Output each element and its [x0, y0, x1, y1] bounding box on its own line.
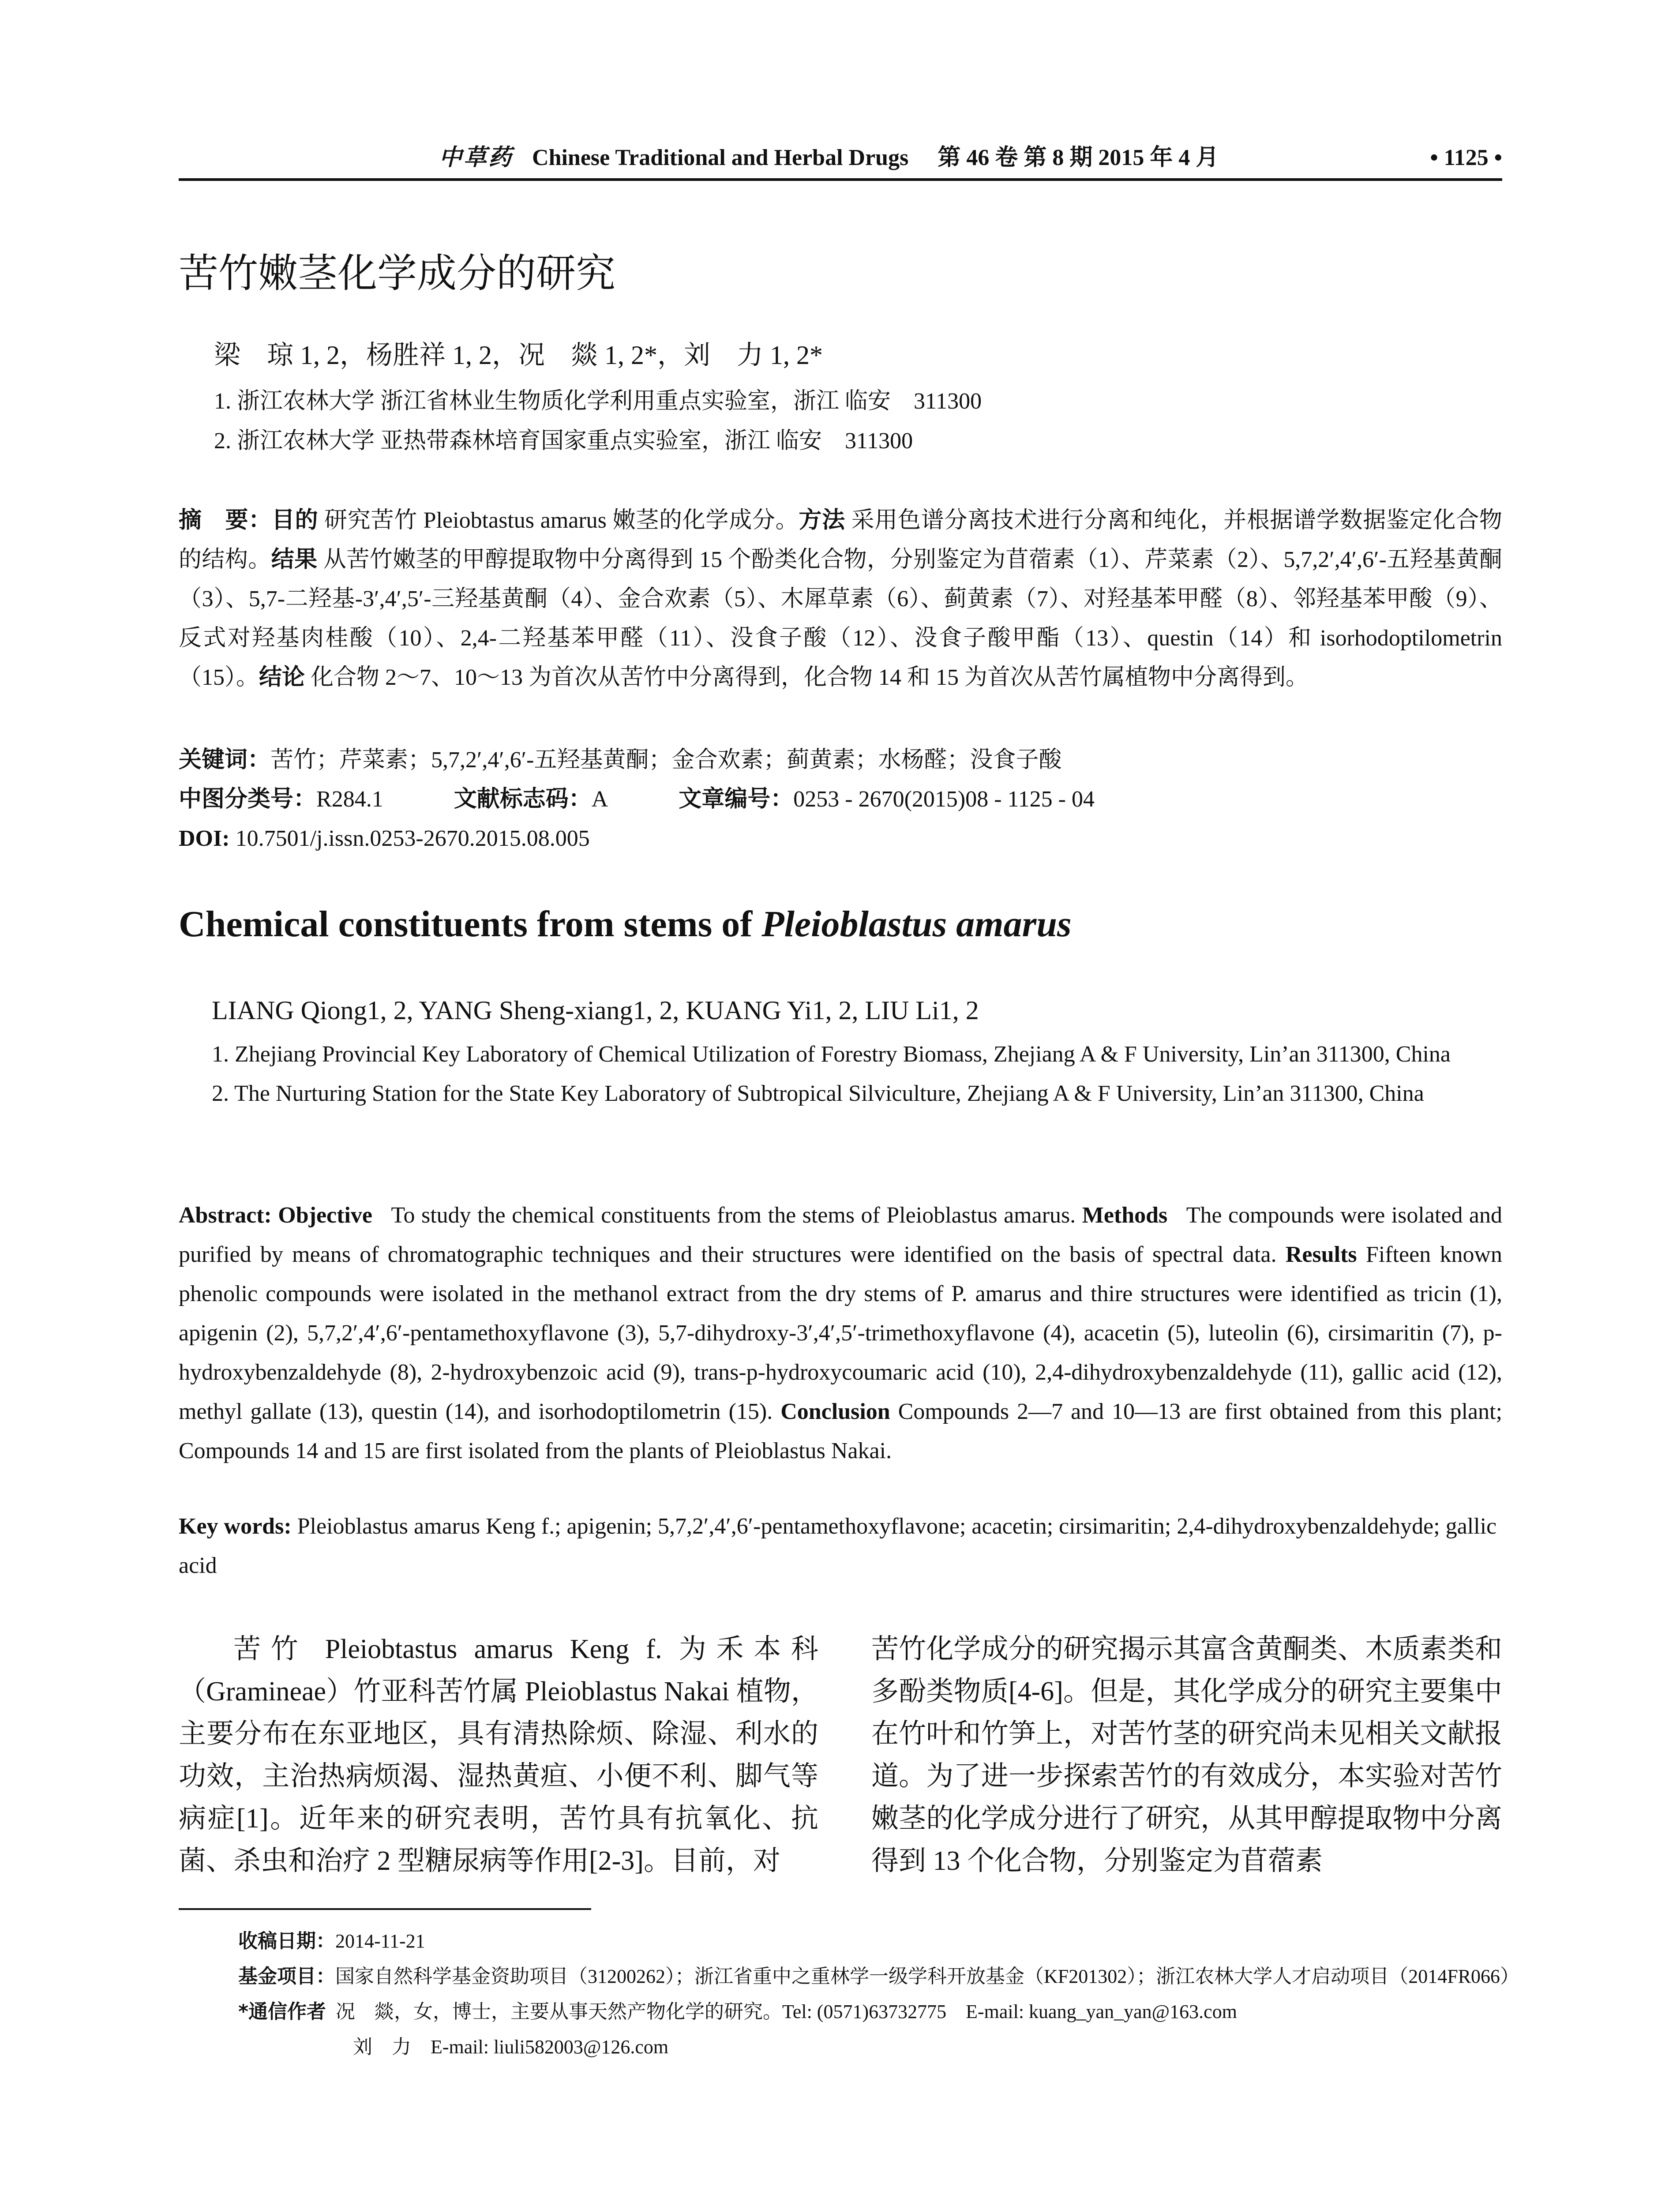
- en-keywords-label: Key words:: [179, 1514, 292, 1539]
- doi: [179, 819, 590, 858]
- en-abstract: [179, 1196, 1502, 1471]
- en-abstract-label: Abstract: Objective: [179, 1203, 372, 1228]
- doi-value: 10.7501/j.issn.0253-2670.2015.08.005: [235, 826, 590, 851]
- footnote-corresponding: [238, 1994, 1237, 2030]
- cn-conclusion: 化合物 2～7、10～13 为首次从苦竹中分离得到，化合物 14 和 15 为首次从苦竹属植物中分离得到。: [311, 665, 1309, 690]
- header-rule: [179, 178, 1502, 181]
- article-no-value: 0253 - 2670(2015)08 - 1125 - 04: [793, 787, 1095, 812]
- cn-results: 从苦竹嫩茎的甲醇提取物中分离得到 15 个酚类化合物，分别鉴定为苜蓿素（1）、芹菜素（2）、5,7,2′,4′,6′-五羟基黄酮（3）、5,7-二羟基-3′,4′,5′-三羟基黄酮（4）、金合欢素（5）、木犀草素（6）、蓟黄素（7）、对羟基苯甲醛（8）、邻羟基苯甲酸（9）、反式对羟基肉桂酸（10）、2,4-二羟基苯甲醛（11）、没食子酸（12）、没食子酸甲酯（13）、questin（14）和 isorhodoptilometrin（15）。: [179, 547, 1502, 690]
- journal-logo: 中草药: [439, 145, 514, 170]
- en-keywords-text: Pleioblastus amarus Keng f.; apigenin; 5,7,2′,4′,6′-pentamethoxyflavone; acacetin; cirsimaritin; 2,4-dihydroxybenzaldehyde; gallic acid: [179, 1514, 1497, 1578]
- cn-methods-label: 方法: [799, 507, 845, 533]
- cn-objective-label: 目的: [271, 507, 319, 533]
- cn-methods: 采用色谱分离技术进行分离和纯化，并根据谱学数据鉴定化合物的结构。: [179, 508, 1503, 572]
- en-methods: The compounds were isolated and purified by means of chromatographic techniques and their structures were identified on the basis of spectral data.: [179, 1203, 1503, 1267]
- cn-affiliation-1: 1. 浙江农林大学 浙江省林业生物质化学利用重点实验室，浙江 临安 311300: [214, 389, 982, 414]
- cn-classification: [179, 780, 1502, 819]
- fund-text: 国家自然科学基金资助项目（31200262）；浙江省重中之重林学一级学科开放基金（KF201302）；浙江农林大学人才启动项目（2014FR066）: [335, 1966, 1520, 1987]
- en-affiliation-2: 2. The Nurturing Station for the State Key Laboratory of Subtropical Silviculture, Zhejiang A & F University, Lin’an 311300, China: [212, 1081, 1424, 1106]
- corresponding-label: *通信作者: [238, 2000, 326, 2023]
- cn-keywords-label: 关键词：: [179, 747, 271, 773]
- cn-results-label: 结果: [271, 546, 318, 573]
- doi-label: DOI:: [179, 826, 230, 851]
- footnote-second-author: 刘 力 E-mail: liuli582003@126.com: [353, 2036, 669, 2058]
- fund-label: 基金项目：: [238, 1965, 335, 1988]
- article-no-label: 文章编号：: [679, 786, 794, 812]
- received-date: 2014-11-21: [335, 1930, 425, 1952]
- en-conclusion: Compounds 2—7 and 10—13 are first obtained from this plant; Compounds 14 and 15 are first isolated from the plants of Pleioblastus Nakai.: [179, 1399, 1503, 1463]
- doc-code-value: A: [591, 787, 608, 812]
- footnote-rule: [179, 1908, 591, 1910]
- received-label: 收稿日期：: [238, 1930, 335, 1952]
- journal-header: [439, 140, 1219, 176]
- issue-info: 第 46 卷 第 8 期 2015 年 4 月: [938, 145, 1219, 170]
- clc-value: R284.1: [316, 787, 383, 812]
- en-title-species: Pleioblastus amarus: [761, 904, 1072, 945]
- corresponding-text: 况 燚，女，博士，主要从事天然产物化学的研究。Tel: (0571)63732775 E-mail: kuang_yan_yan@163.com: [336, 2001, 1237, 2022]
- en-affiliations: [212, 1035, 1502, 1113]
- cn-keywords: [179, 740, 1502, 780]
- cn-affiliation-2: 2. 浙江农林大学 亚热带森林培育国家重点实验室，浙江 临安 311300: [214, 428, 913, 454]
- cn-abstract-label: 摘 要：: [179, 507, 272, 533]
- en-keywords: [179, 1507, 1502, 1585]
- en-title-main: Chemical constituents from stems of: [179, 904, 762, 945]
- en-results-label: Results: [1285, 1242, 1357, 1267]
- cn-keywords-text: 苦竹；芹菜素；5,7,2′,4′,6′-五羟基黄酮；金合欢素；蓟黄素；水杨醛；没食子酸: [270, 747, 1062, 773]
- en-title: [179, 900, 1072, 949]
- page-number: • 1125 •: [1430, 145, 1502, 170]
- en-results: Fifteen known phenolic compounds were isolated in the methanol extract from the dry stems of P. amarus and thire structures were identified as tricin (1), apigenin (2), 5,7,2′,4′,6′-pentamethoxyflavone (3), 5,7-dihydroxy-3′,4′,5′-trimethoxyflavone (4), acacetin (5), luteolin (6), cirsimaritin (7), p-hydroxybenzaldehyde (8), 2-hydroxybenzoic acid (9), trans-p-hydroxycoumaric acid (10), 2,4-dihydroxybenzaldehyde (11), gallic acid (12), methyl gallate (13), questin (14), and isorhodoptilometrin (15).: [179, 1242, 1503, 1424]
- cn-conclusion-label: 结论: [259, 664, 305, 690]
- en-authors: LIANG Qiong1, 2, YANG Sheng-xiang1, 2, KUANG Yi1, 2, LIU Li1, 2: [212, 996, 979, 1025]
- en-methods-label: Methods: [1082, 1203, 1168, 1228]
- en-affiliation-1: 1. Zhejiang Provincial Key Laboratory of Chemical Utilization of Forestry Biomass, Zhejiang A & F University, Lin’an 311300, China: [212, 1042, 1451, 1067]
- body-column-left: 苦竹 Pleiobtastus amarus Keng f. 为禾本科（Gramineae）竹亚科苦竹属 Pleioblastus Nakai 植物，主要分布在东亚地区，具有清热除烦、除湿、利水的功效，主治热病烦渴、湿热黄疸、小便不利、脚气等病症[1]。近年来的研究表明，苦竹具有抗氧化、抗菌、杀虫和治疗 2 型糖尿病等作用[2-3]。目前，对: [179, 1634, 818, 1876]
- footnote-fund: [238, 1959, 1519, 1994]
- cn-objective: 研究苦竹 Pleiobtastus amarus 嫩茎的化学成分。: [324, 508, 799, 533]
- clc-label: 中图分类号：: [179, 786, 317, 812]
- cn-abstract: [179, 501, 1502, 697]
- doc-code-label: 文献标志码：: [454, 786, 592, 812]
- journal-name: Chinese Traditional and Herbal Drugs: [532, 145, 909, 170]
- en-objective: To study the chemical constituents from the stems of Pleioblastus amarus.: [391, 1203, 1076, 1228]
- cn-authors: 梁 琼 1, 2，杨胜祥 1, 2，况 燚 1, 2*，刘 力 1, 2*: [214, 341, 823, 370]
- body-column-right: 苦竹化学成分的研究揭示其富含黄酮类、木质素类和多酚类物质[4-6]。但是，其化学成分的研究主要集中在竹叶和竹笋上，对苦竹茎的研究尚未见相关文献报道。为了进一步探索苦竹的有效成分，本实验对苦竹嫩茎的化学成分进行了研究，从其甲醇提取物中分离得到 13 个化合物，分别鉴定为苜蓿素: [871, 1634, 1502, 1876]
- en-conclusion-label: Conclusion: [780, 1399, 890, 1424]
- footnote-received: [238, 1924, 425, 1959]
- running-header: [179, 140, 1502, 176]
- cn-title: 苦竹嫩茎化学成分的研究: [179, 250, 615, 296]
